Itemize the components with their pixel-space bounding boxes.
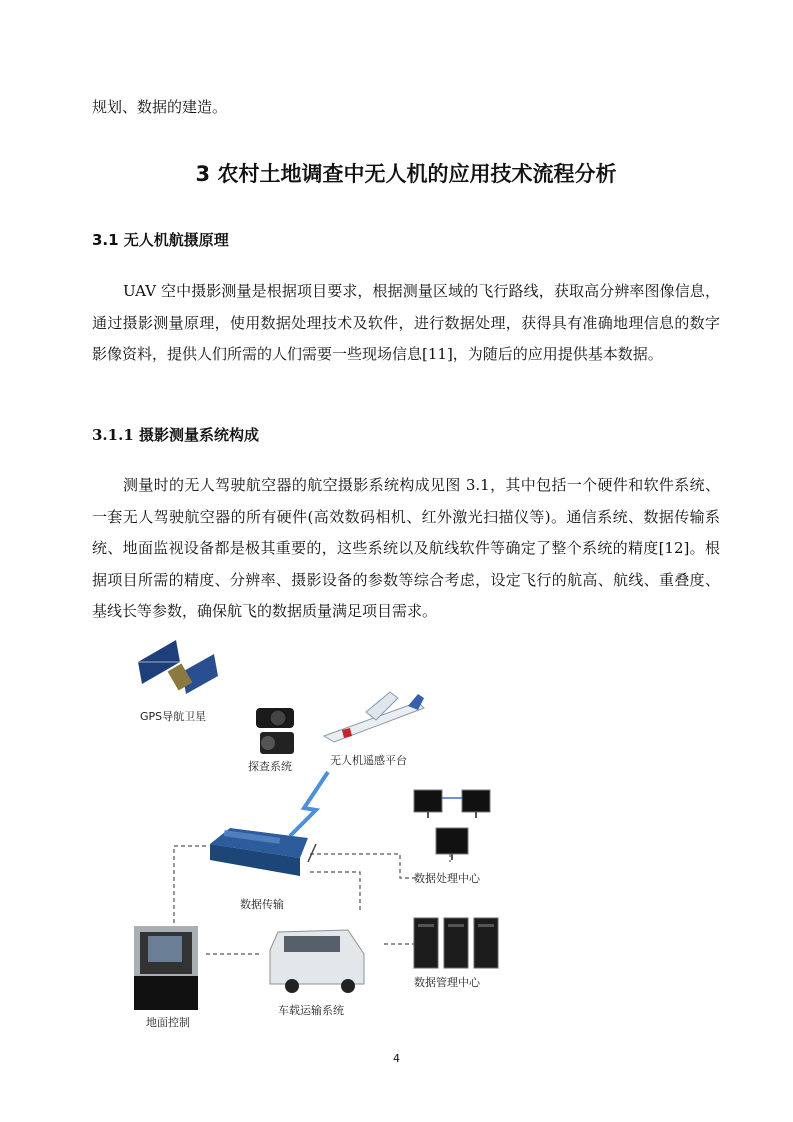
label-processing: 数据处理中心 xyxy=(414,872,480,885)
label-ground: 地面控制 xyxy=(146,1016,190,1029)
camera-icon xyxy=(256,708,294,754)
label-camera: 探查系统 xyxy=(248,760,292,773)
ground-control-icon xyxy=(134,926,198,1010)
label-gps: GPS导航卫星 xyxy=(140,710,207,723)
section-title: 3.1 无人机航摄原理 xyxy=(92,231,229,249)
label-transmit: 数据传输 xyxy=(240,898,284,911)
gps-satellite-icon xyxy=(138,640,218,694)
chapter-title: 3 农村土地调查中无人机的应用技术流程分析 xyxy=(195,162,617,186)
page-number: 4 xyxy=(393,1052,400,1065)
label-vehicle: 车载运输系统 xyxy=(278,1004,344,1017)
system-diagram xyxy=(128,632,518,1032)
subsection-title: 3.1.1 摄影测量系统构成 xyxy=(92,426,259,444)
servers-icon xyxy=(414,918,498,968)
paragraph-system-composition: 测量时的无人驾驶航空器的航空摄影系统构成见图 3.1，其中包括一个硬件和软件系统、一套无人驾驶航空器的所有硬件(高效数码相机、红外激光扫描仪等)。通信系统、数据传输系统、地面监视设备都是极其重要的，这些系统以及航线软件等确定了整个系统的精度[12]。根据项目所需的精度、分辨率、摄影设备的参数等综合考虑，设定飞行的航高、航线、重叠度、基线长等参数，确保航飞的数据质量满足项目需求。 xyxy=(92,476,720,620)
continuation-text: 规划、数据的建造。 xyxy=(92,98,228,116)
vehicle-icon xyxy=(270,930,364,993)
monitors-icon xyxy=(414,790,490,860)
transmission-device-icon xyxy=(210,828,316,876)
wireless-link-icon xyxy=(290,772,328,836)
uav-plane-icon xyxy=(324,692,424,742)
label-management: 数据管理中心 xyxy=(414,976,480,989)
label-uav: 无人机遥感平台 xyxy=(330,754,407,767)
paragraph-uav-principle: UAV 空中摄影测量是根据项目要求，根据测量区域的飞行路线，获取高分辨率图像信息，通过摄影测量原理，使用数据处理技术及软件，进行数据处理，获得具有准确地理信息的数字影像资料，提供人们所需的人们需要一些现场信息[11]，为随后的应用提供基本数据。 xyxy=(92,282,720,363)
